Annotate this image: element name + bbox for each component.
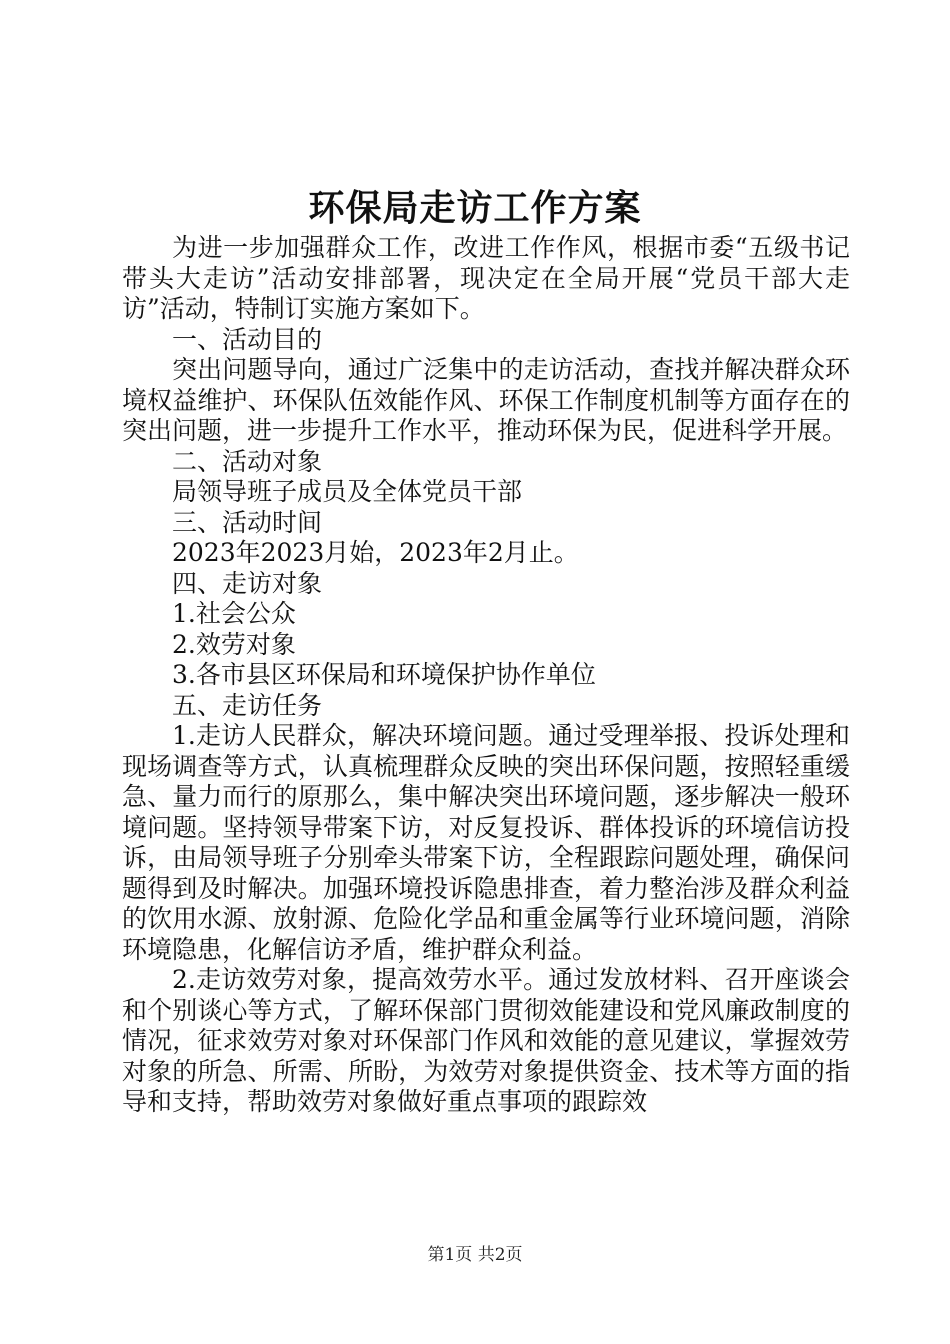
document-body: [122, 233, 850, 1118]
document-title: 环保局走访工作方案: [308, 187, 642, 229]
visit-target-item: 1.社会公众: [172, 599, 296, 628]
visit-target-item: 2.效劳对象: [172, 629, 296, 659]
visit-target-item: 3.各市县区环保局和环境保护协作单位: [172, 660, 596, 689]
intro-paragraph: 为进一步加强群众工作，改进工作作风，根据市委“五级书记带头大走访”活动安排部署，现决定在全局开展“党员干部大走访”活动，特制订实施方案如下。: [122, 233, 850, 323]
participants-paragraph: 局领导班子成员及全体党员干部: [172, 477, 523, 506]
time-paragraph: 2023年2023月始，2023年2月止。: [172, 538, 579, 567]
section-heading-visit-targets: 四、走访对象: [172, 568, 323, 598]
section-heading-time: 三、活动时间: [172, 507, 323, 537]
section-heading-participants: 二、活动对象: [172, 446, 323, 476]
section-heading-purpose: 一、活动目的: [172, 324, 323, 354]
task-paragraph: 1.走访人民群众，解决环境问题。通过受理举报、投诉处理和现场调查等方式，认真梳理群众反映的突出环保问题，按照轻重缓急、量力而行的原那么，集中解决突出环境问题，逐步解决一般环境问题。坚持领导带案下访，对反复投诉、群体投诉的环境信访投诉，由局领导班子分别牵头带案下访，全程跟踪问题处理，确保问题得到及时解决。加强环境投诉隐患排查，着力整治涉及群众利益的饮用水源、放射源、危险化学品和重金属等行业环境问题，消除环境隐患，化解信访矛盾，维护群众利益。: [122, 721, 850, 964]
purpose-paragraph: 突出问题导向，通过广泛集中的走访活动，查找并解决群众环境权益维护、环保队伍效能作风、环保工作制度机制等方面存在的突出问题，进一步提升工作水平，推动环保为民，促进科学开展。: [122, 355, 850, 445]
section-heading-tasks: 五、走访任务: [172, 690, 323, 720]
page-number-footer: 第1页 共2页: [427, 1245, 523, 1265]
task-paragraph: 2.走访效劳对象，提高效劳水平。通过发放材料、召开座谈会和个别谈心等方式，了解环保部门贯彻效能建设和党风廉政制度的情况，征求效劳对象对环保部门作风和效能的意见建议，掌握效劳对象的所急、所需、所盼，为效劳对象提供资金、技术等方面的指导和支持，帮助效劳对象做好重点事项的跟踪效: [122, 965, 850, 1116]
